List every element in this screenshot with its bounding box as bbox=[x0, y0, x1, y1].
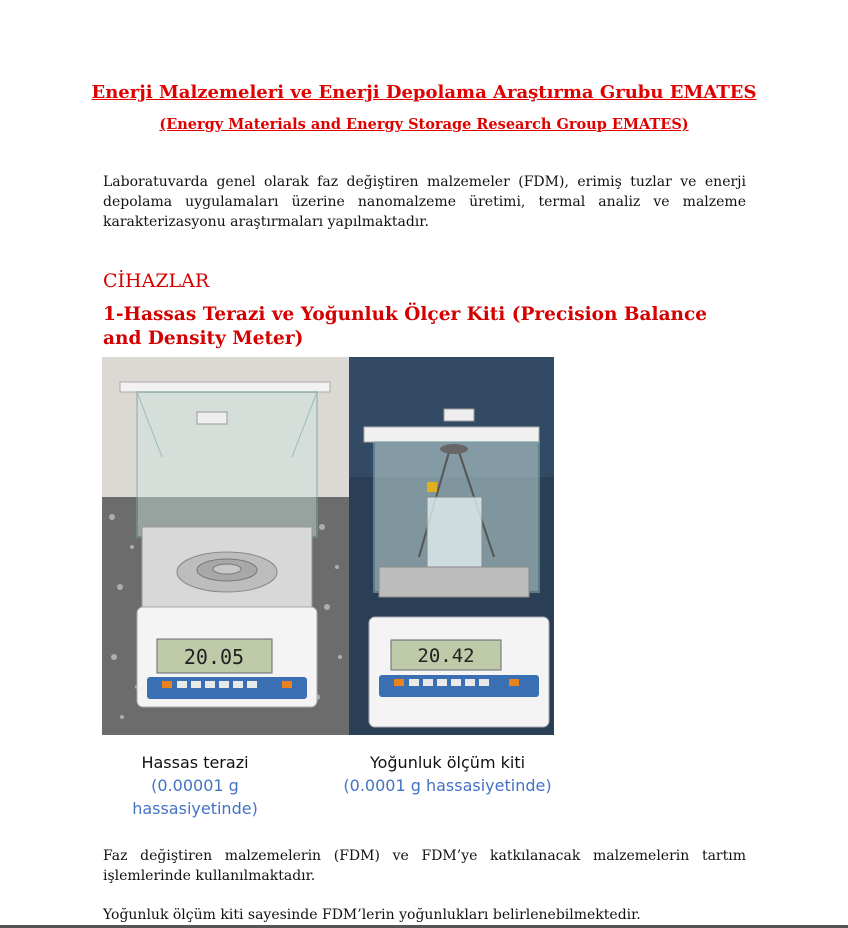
balance-caption-title: Hassas terazi bbox=[141, 753, 249, 772]
density-caption-precision: (0.0001 g hassasiyetinde) bbox=[343, 776, 552, 795]
balance-display-value: 20.05 bbox=[183, 645, 245, 669]
density-paragraph: Yoğunluk ölçüm kiti sayesinde FDM’lerin yoğunlukları belirlenebilmektedir. bbox=[103, 907, 641, 923]
usage-paragraph: Faz değiştiren malzemelerin (FDM) ve FDM’ye katkılanacak malzemelerin tartım işlemlerinde kullanılmaktadır. bbox=[103, 848, 746, 884]
intro-paragraph: Laboratuvarda genel olarak faz değiştiren malzemeler (FDM), erimiş tuzlar ve enerji depolama uygulamaları üzerine nanomalzeme üretimi, termal analiz ve malzeme karakterizasyonu araştırmaları yapılmaktadır. bbox=[103, 174, 746, 230]
page-subtitle: (Energy Materials and Energy Storage Research Group EMATES) bbox=[159, 116, 689, 133]
subsection-heading: 1-Hassas Terazi ve Yoğunluk Ölçer Kiti (Precision Balance and Density Meter) bbox=[103, 304, 708, 349]
precision-balance-photo bbox=[102, 357, 349, 735]
balance-caption bbox=[110, 751, 280, 820]
density-caption bbox=[335, 751, 560, 797]
density-display-value: 20.42 bbox=[417, 645, 475, 667]
balance-caption-precision: (0.00001 g hassasiyetinde) bbox=[132, 776, 258, 818]
page-title: Enerji Malzemeleri ve Enerji Depolama Araştırma Grubu EMATES bbox=[91, 82, 757, 103]
section-heading: CİHAZLAR bbox=[103, 270, 210, 292]
density-kit-photo bbox=[349, 357, 554, 735]
density-caption-title: Yoğunluk ölçüm kiti bbox=[369, 753, 526, 772]
